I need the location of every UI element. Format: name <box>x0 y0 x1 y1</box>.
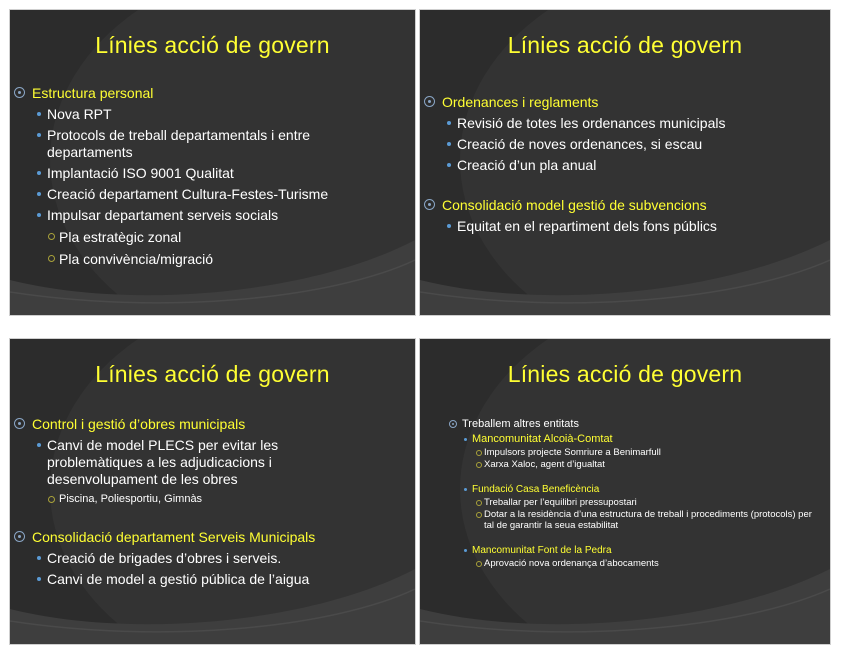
bullet-level2: Equitat en el repartiment dels fons públics <box>420 218 830 235</box>
slide-title: Línies acció de govern <box>507 361 743 387</box>
dot-bullet-icon <box>464 549 467 552</box>
bullet-level2: Creació de brigades d’obres i serveis. <box>10 550 415 567</box>
dot-bullet-icon <box>37 556 41 560</box>
slide-4 <box>419 338 831 645</box>
bullet-level2: Protocols de treball departamentals i entre departaments <box>10 127 415 161</box>
dot-bullet-icon <box>37 443 41 447</box>
bullet-level3: Pla estratègic zonal <box>10 228 415 246</box>
bullet-level1: Estructura personal <box>10 84 415 102</box>
bullet-level3: Pla convivència/migració <box>10 250 415 268</box>
dot-bullet-icon <box>37 171 41 175</box>
dot-bullet-icon <box>37 133 41 137</box>
circle-bullet-icon <box>424 96 435 107</box>
ring-bullet-icon <box>476 462 482 468</box>
circle-bullet-icon <box>424 199 435 210</box>
dot-bullet-icon <box>464 438 467 441</box>
bullet-level2: Mancomunitat Font de la Pedra <box>420 544 830 557</box>
bullet-level1: Treballem altres entitats <box>420 417 830 431</box>
slide-content <box>420 417 830 570</box>
bullet-level2: Canvi de model PLECS per evitar les problemàtiques a les adjudicacions i desenvolupament de les obres <box>10 437 415 488</box>
bullet-level3: Aprovació nova ordenança d’abocaments <box>420 558 830 569</box>
ring-bullet-icon <box>48 496 55 503</box>
bullet-level3: Xarxa Xaloc, agent d’igualtat <box>420 459 830 470</box>
ring-bullet-icon <box>476 450 482 456</box>
ring-bullet-icon <box>48 233 55 240</box>
dot-bullet-icon <box>37 192 41 196</box>
bullet-level3: Dotar a la residència d’una estructura de treball i procediments (protocols) per tal de garantir la seua estabilitat <box>420 509 830 531</box>
bullet-level2: Nova RPT <box>10 106 415 123</box>
dot-bullet-icon <box>464 488 467 491</box>
bullet-level1: Control i gestió d’obres municipals <box>10 415 415 433</box>
slide-title: Línies acció de govern <box>95 32 330 58</box>
bullet-level3: Piscina, Poliesportiu, Gimnàs <box>10 492 415 506</box>
dot-bullet-icon <box>447 224 451 228</box>
circle-bullet-icon <box>449 420 457 428</box>
circle-bullet-icon <box>14 531 25 542</box>
bullet-level2: Creació d’un pla anual <box>420 157 830 174</box>
bullet-level2: Implantació ISO 9001 Qualitat <box>10 165 415 182</box>
ring-bullet-icon <box>476 561 482 567</box>
dot-bullet-icon <box>447 163 451 167</box>
bullet-level3: Impulsors projecte Somriure a Benimarfull <box>420 447 830 458</box>
slide-title: Línies acció de govern <box>95 361 330 387</box>
ring-bullet-icon <box>48 255 55 262</box>
slide-content <box>10 84 415 272</box>
ring-bullet-icon <box>476 500 482 506</box>
circle-bullet-icon <box>14 87 25 98</box>
bullet-level2: Canvi de model a gestió pública de l’aigua <box>10 571 415 588</box>
bullet-level3: Treballar per l’equilibri pressupostari <box>420 497 830 508</box>
bullet-level1: Ordenances i reglaments <box>420 93 830 111</box>
bullet-level2: Creació de noves ordenances, si escau <box>420 136 830 153</box>
dot-bullet-icon <box>37 213 41 217</box>
bullet-level2: Impulsar departament serveis socials <box>10 207 415 224</box>
slide-2 <box>419 9 831 316</box>
slide-content <box>10 415 415 592</box>
bullet-level1: Consolidació model gestió de subvencions <box>420 196 830 214</box>
slide-title: Línies acció de govern <box>507 32 743 58</box>
circle-bullet-icon <box>14 418 25 429</box>
slide-1 <box>9 9 416 316</box>
dot-bullet-icon <box>447 142 451 146</box>
bullet-level2: Revisió de totes les ordenances municipals <box>420 115 830 132</box>
bullet-level2: Creació departament Cultura-Festes-Turisme <box>10 186 415 203</box>
bullet-level2: Fundació Casa Beneficència <box>420 483 830 496</box>
bullet-level2: Mancomunitat Alcoià-Comtat <box>420 433 830 446</box>
dot-bullet-icon <box>37 577 41 581</box>
bullet-level1: Consolidació departament Serveis Municipals <box>10 528 415 546</box>
dot-bullet-icon <box>447 121 451 125</box>
ring-bullet-icon <box>476 512 482 518</box>
slide-3 <box>9 338 416 645</box>
dot-bullet-icon <box>37 112 41 116</box>
slide-content <box>420 93 830 239</box>
